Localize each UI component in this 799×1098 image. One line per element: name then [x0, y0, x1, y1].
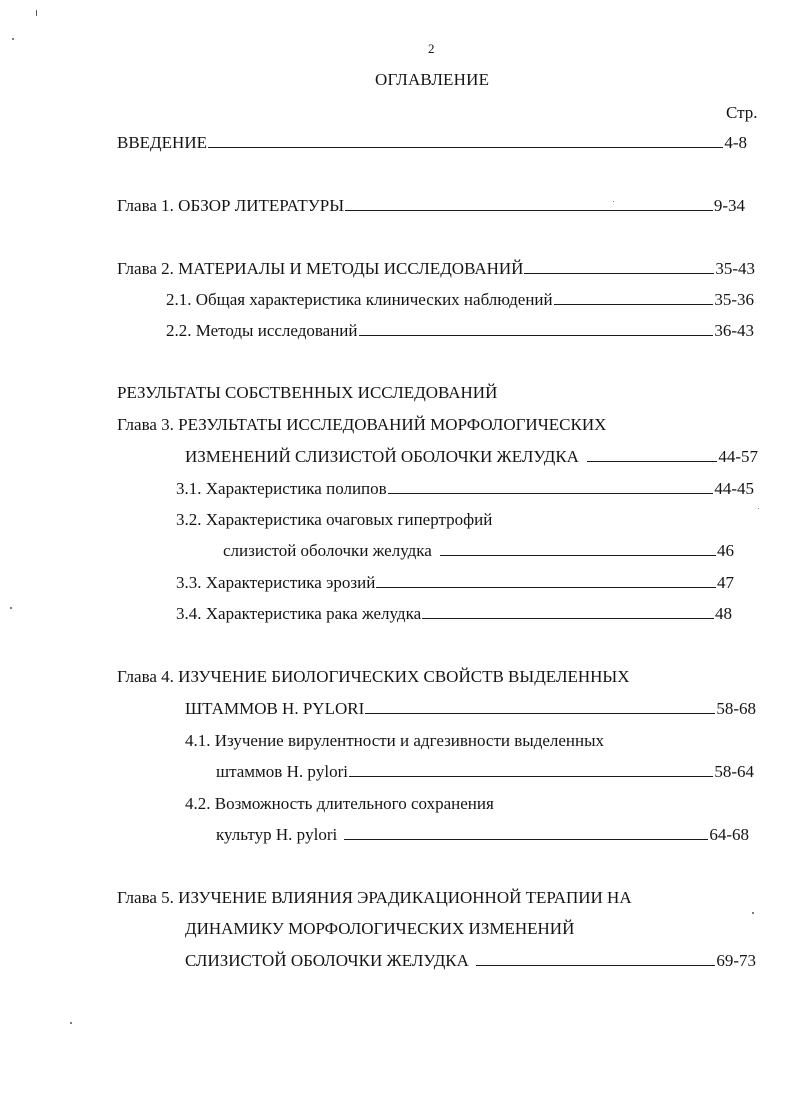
toc-part-heading: РЕЗУЛЬТАТЫ СОБСТВЕННЫХ ИССЛЕДОВАНИЙ — [117, 383, 498, 402]
toc-entry-pages: 4-8 — [724, 133, 747, 152]
scan-speck — [10, 607, 12, 609]
toc-entry-pages: 44-57 — [718, 447, 758, 466]
toc-entry-pages: 69-73 — [716, 951, 756, 970]
toc-entry-pages: 47 — [717, 573, 734, 592]
page-column-header: Стр. — [726, 103, 758, 122]
toc-entry-text: 2.1. Общая характеристика клинических наблюдений — [166, 290, 553, 309]
toc-entry-section-2-1 — [166, 290, 754, 310]
scan-speck — [36, 10, 37, 16]
toc-entry-text: слизистой оболочки желудка — [223, 541, 432, 560]
leader-line — [554, 304, 714, 305]
toc-entry-text: 3.1. Характеристика полипов — [176, 479, 387, 498]
toc-entry-introduction — [117, 133, 747, 153]
toc-entry-text: культур H. pylori — [216, 825, 338, 844]
toc-entry-section-4-1-line-1: 4.1. Изучение вирулентности и адгезивности выделенных — [185, 731, 605, 750]
leader-line — [344, 839, 708, 840]
toc-entry-pages: 64-68 — [709, 825, 749, 844]
toc-entry-section-4-1 — [216, 762, 754, 782]
toc-entry-pages: 35-36 — [714, 290, 754, 309]
toc-entry-chapter-5-line-2: ДИНАМИКУ МОРФОЛОГИЧЕСКИХ ИЗМЕНЕНИЙ — [185, 919, 575, 938]
toc-entry-pages: 44-45 — [714, 479, 754, 498]
leader-line — [359, 335, 714, 336]
toc-entry-pages: 35-43 — [715, 259, 755, 278]
toc-entry-section-3-3 — [176, 573, 734, 593]
leader-line — [524, 273, 714, 274]
toc-entry-pages: 36-43 — [714, 321, 754, 340]
toc-entry-section-4-2 — [216, 825, 749, 845]
toc-entry-pages: 58-68 — [716, 699, 756, 718]
toc-title: ОГЛАВЛЕНИЕ — [375, 70, 490, 89]
toc-entry-chapter-5 — [185, 951, 756, 971]
toc-entry-text: 3.4. Характеристика рака желудка — [176, 604, 422, 623]
toc-entry-text: СЛИЗИСТОЙ ОБОЛОЧКИ ЖЕЛУДКА — [185, 951, 469, 970]
page-number: 2 — [428, 41, 435, 56]
toc-entry-pages: 9-34 — [713, 196, 745, 215]
toc-entry-text: ИЗМЕНЕНИЙ СЛИЗИСТОЙ ОБОЛОЧКИ ЖЕЛУДКА — [185, 447, 579, 466]
toc-entry-section-3-2-line-1: 3.2. Характеристика очаговых гипертрофий — [176, 510, 493, 529]
leader-line — [440, 555, 716, 556]
toc-entry-text: Глава 1. ОБЗОР ЛИТЕРАТУРЫ — [117, 196, 345, 215]
scan-speck — [70, 1022, 72, 1024]
toc-entry-chapter-1 — [117, 196, 745, 216]
scan-speck — [752, 912, 754, 914]
toc-entry-text: 2.2. Методы исследований — [166, 321, 358, 340]
toc-entry-pages: 48 — [715, 604, 732, 623]
toc-entry-section-3-4 — [176, 604, 732, 624]
toc-entry-chapter-3 — [185, 447, 758, 467]
toc-entry-section-3-1 — [176, 479, 754, 499]
toc-entry-text: штаммов H. pylori — [216, 762, 348, 781]
toc-entry-chapter-2 — [117, 259, 755, 279]
scan-speck — [12, 38, 14, 40]
scan-speck — [758, 508, 759, 509]
toc-entry-section-2-2 — [166, 321, 754, 341]
leader-line — [388, 493, 714, 494]
toc-entry-chapter-4 — [185, 699, 756, 719]
leader-line — [349, 776, 713, 777]
leader-line — [587, 461, 717, 462]
leader-line — [365, 713, 715, 714]
toc-entry-text: 3.3. Характеристика эрозий — [176, 573, 376, 592]
leader-line — [476, 965, 715, 966]
toc-entry-chapter-4-line-1: Глава 4. ИЗУЧЕНИЕ БИОЛОГИЧЕСКИХ СВОЙСТВ ВЫДЕЛЕННЫХ — [117, 667, 630, 686]
toc-entry-pages: 46 — [717, 541, 734, 560]
leader-line — [422, 618, 714, 619]
leader-line — [208, 147, 723, 148]
toc-entry-pages: 58-64 — [714, 762, 754, 781]
toc-entry-section-3-2 — [223, 541, 734, 561]
toc-entry-text: ВВЕДЕНИЕ — [117, 133, 207, 152]
toc-entry-section-4-2-line-1: 4.2. Возможность длительного сохранения — [185, 794, 494, 813]
toc-entry-text: ШТАММОВ H. PYLORI — [185, 699, 365, 718]
scan-speck — [613, 201, 614, 202]
leader-line — [376, 587, 716, 588]
leader-line — [345, 210, 713, 211]
toc-entry-chapter-3-line-1: Глава 3. РЕЗУЛЬТАТЫ ИССЛЕДОВАНИЙ МОРФОЛОГИЧЕСКИХ — [117, 415, 607, 434]
toc-entry-text: Глава 2. МАТЕРИАЛЫ И МЕТОДЫ ИССЛЕДОВАНИЙ — [117, 259, 524, 278]
toc-entry-chapter-5-line-1: Глава 5. ИЗУЧЕНИЕ ВЛИЯНИЯ ЭРАДИКАЦИОННОЙ ТЕРАПИИ НА — [117, 888, 632, 907]
